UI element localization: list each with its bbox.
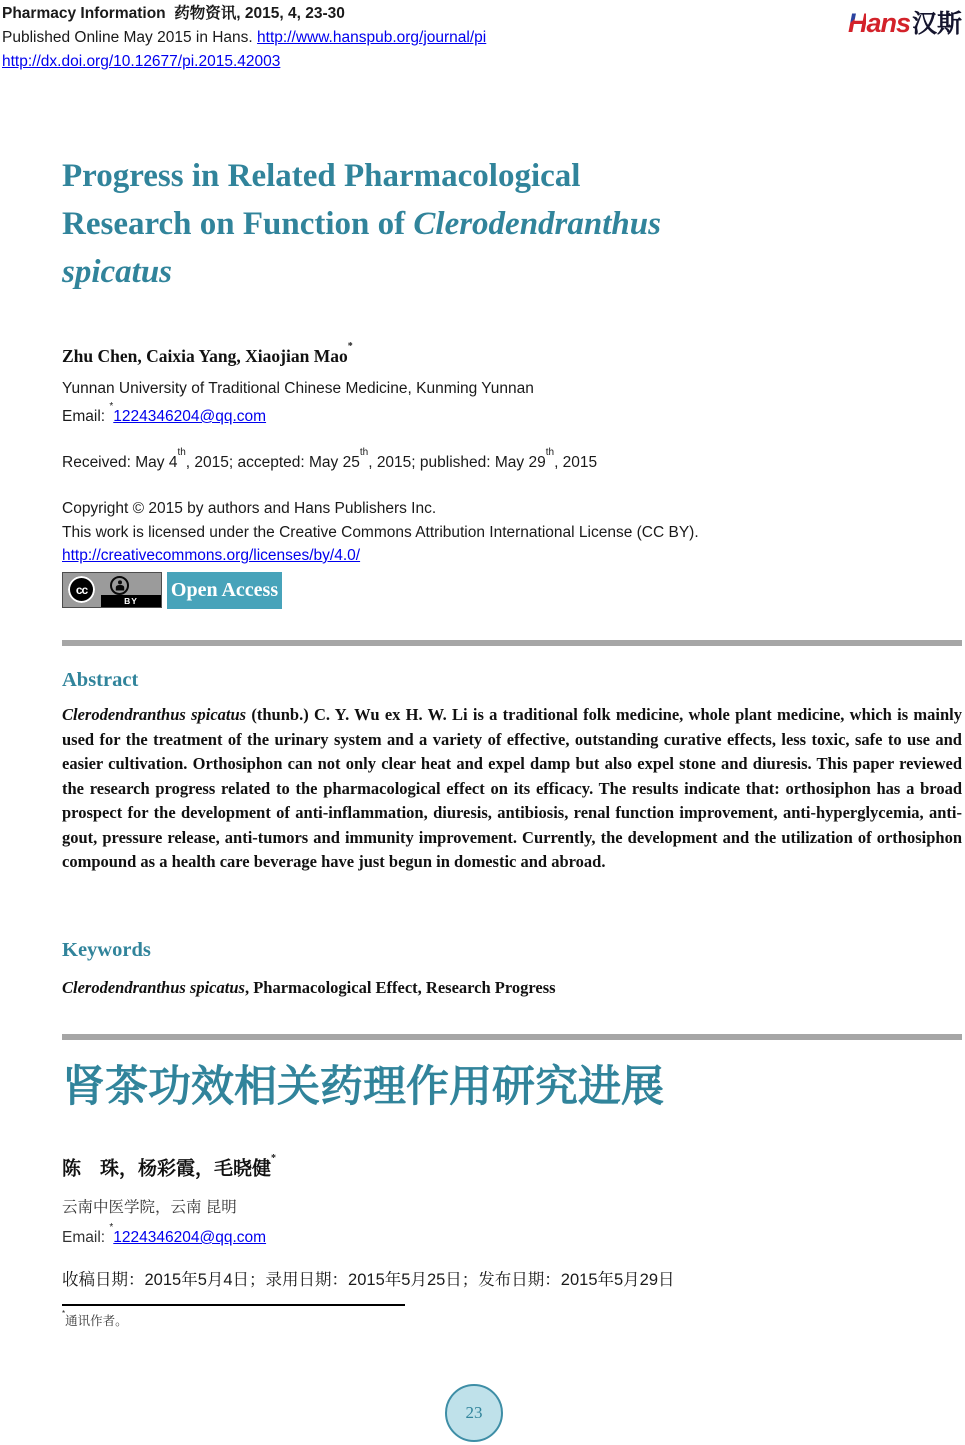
title-line1: Progress in Related Pharmacological	[62, 158, 581, 194]
email-label-en: Email:	[62, 408, 110, 426]
open-access-badge: Open Access	[167, 572, 282, 609]
authors-line-cn	[62, 1150, 962, 1184]
email-asterisk-cn: *	[109, 1222, 114, 1233]
logo-h-letter: H	[847, 8, 867, 38]
authors-names-cn: 陈 珠，杨彩霞，毛晓健	[62, 1158, 272, 1180]
license-link-line	[62, 544, 962, 568]
email-link-en[interactable]: 1224346204@qq.com	[113, 408, 267, 426]
email-line-cn	[62, 1221, 962, 1251]
footnote-text: 通讯作者。	[65, 1314, 128, 1329]
journal-name-cn-issue: 药物资讯, 2015, 4, 23-30	[174, 5, 345, 22]
cc-license-link[interactable]: http://creativecommons.org/licenses/by/4.0/	[62, 547, 361, 564]
footnote-asterisk: *	[62, 1309, 66, 1318]
dates-line-cn: 收稿日期：2015年5月4日；录用日期：2015年5月25日；发布日期：2015年5月29日	[62, 1271, 675, 1289]
corresponding-author-footnote	[62, 1306, 962, 1333]
email-line-en	[62, 401, 962, 429]
section-divider-top	[62, 640, 962, 646]
received-text: Received: May 4	[62, 454, 178, 472]
title-species-part1: Clerodendranthus	[413, 206, 661, 242]
email-link-cn[interactable]: 1224346204@qq.com	[113, 1229, 267, 1247]
keywords-rest: , Pharmacological Effect, Research Progress	[244, 978, 556, 997]
cc-by-badge[interactable]	[62, 572, 162, 608]
cc-logo-icon: cc	[68, 576, 95, 603]
received-year: , 2015	[554, 454, 598, 472]
license-badges	[62, 572, 962, 609]
received-sup3: th	[545, 447, 555, 458]
keywords-text	[62, 976, 962, 1000]
journal-name-en: Pharmacy Information	[2, 5, 166, 22]
affiliation-block	[62, 377, 962, 429]
article-content	[62, 0, 962, 1445]
page-number-badge	[445, 1384, 503, 1442]
received-sup1: th	[177, 447, 186, 458]
keywords-heading: Keywords	[62, 939, 151, 961]
title-species-part2: spicatus	[62, 254, 173, 290]
abstract-species-name: Clerodendranthus spicatus	[62, 705, 247, 724]
abstract-body-text: (thunb.) C. Y. Wu ex H. W. Li is a traditional folk medicine, whole plant medicine, which is mainly used for the treatment of the urinary system and a variety of effective, outstanding curative effects, less toxic, safe to use and easier cultivation. Orthosiphon can not only clear heat and expel damp but also expel stone and diuresis. This paper reviewed the research progress related to the pharmacological effect on its efficacy. The results indicate that: orthosiphon has a broad prospect for the development of anti-inflammation, diuresis, antibiosis, renal function improvement, anti-hyperglycemia, anti-gout, pressure release, anti-tumors and immunity improvement. Currently, the development and the utilization of orthosiphon compound as a health care beverage have just begun in domestic and abroad.	[62, 705, 963, 871]
section-divider-bottom	[62, 1034, 962, 1040]
license-statement: This work is licensed under the Creative Commons Attribution International License (CC BY).	[62, 523, 699, 541]
affiliation-cn: 云南中医学院，云南 昆明	[62, 1199, 237, 1216]
affiliation-block-cn	[62, 1195, 962, 1251]
authors-asterisk: *	[347, 341, 353, 352]
copyright-line: Copyright © 2015 by authors and Hans Publishers Inc.	[62, 500, 437, 517]
page-number: 23	[465, 1403, 483, 1422]
copyright-block	[62, 497, 962, 568]
person-glyph	[115, 580, 125, 591]
authors-line	[62, 340, 962, 369]
article-title	[62, 152, 962, 296]
published-text: , 2015; published: May 29	[368, 454, 546, 472]
email-label-cn: Email:	[62, 1229, 110, 1247]
attribution-person-icon	[110, 576, 129, 595]
email-asterisk-en: *	[109, 401, 114, 412]
cc-by-strip: BY	[101, 595, 161, 607]
affiliation-en: Yunnan University of Traditional Chinese Medicine, Kunming Yunnan	[62, 380, 534, 397]
accepted-text: , 2015; accepted: May 25	[185, 454, 360, 472]
published-prefix: Published Online May 2015 in Hans.	[2, 29, 258, 46]
authors-names: Zhu Chen, Caixia Yang, Xiaojian Mao	[62, 345, 348, 366]
keywords-species-name: Clerodendranthus spicatus	[62, 978, 245, 997]
dates-line-en	[62, 447, 962, 475]
authors-asterisk-cn: *	[271, 1153, 277, 1164]
title-line2: Research on Function of	[62, 206, 414, 242]
abstract-heading: Abstract	[62, 669, 139, 691]
logo-rest-letters: ans	[866, 8, 910, 38]
abstract-text	[62, 703, 962, 875]
received-sup2: th	[359, 447, 369, 458]
journal-url-link[interactable]: http://www.hanspub.org/journal/pi	[257, 29, 487, 46]
doi-link[interactable]: http://dx.doi.org/10.12677/pi.2015.42003	[2, 53, 281, 70]
logo-text-cn: 汉斯	[911, 10, 962, 38]
article-title-cn: 肾茶功效相关药理作用研究进展	[62, 1063, 664, 1111]
